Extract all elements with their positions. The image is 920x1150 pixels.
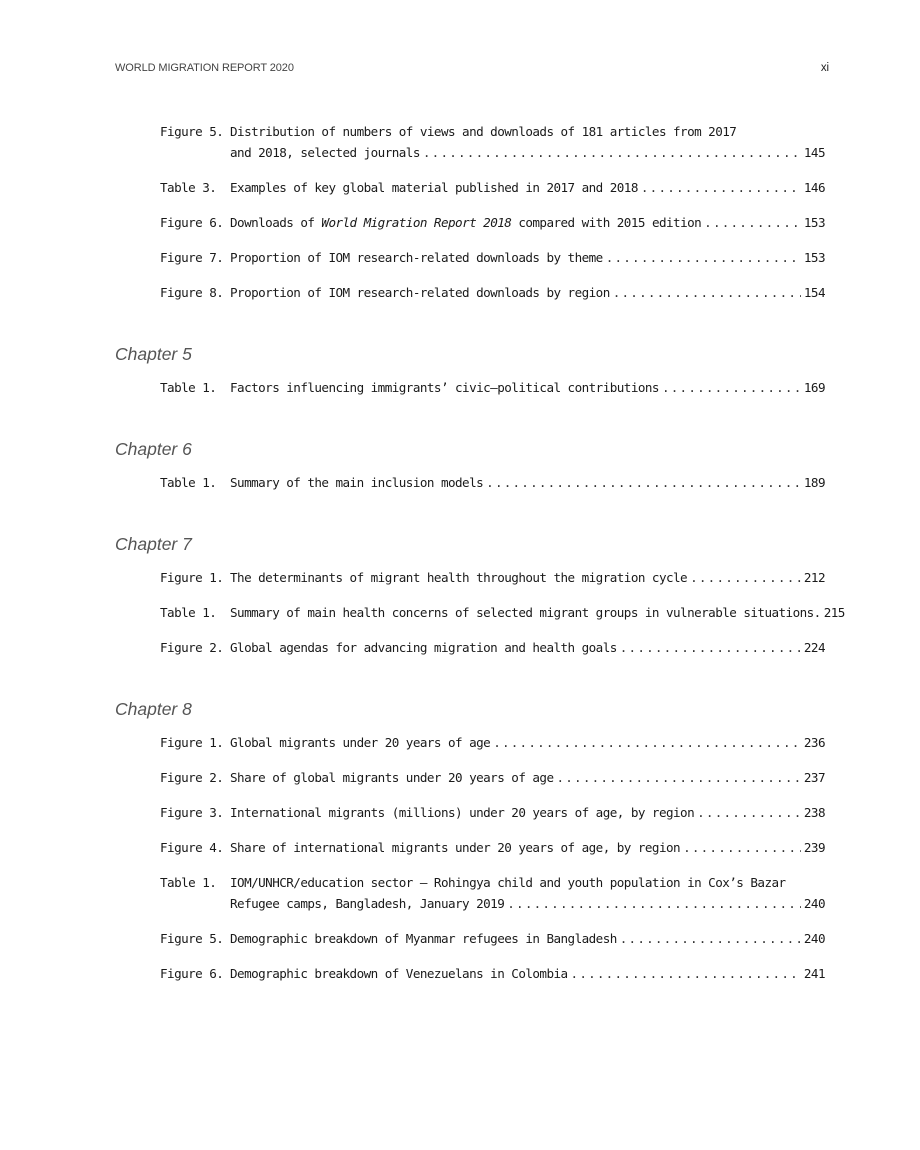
entry-body bbox=[230, 928, 825, 949]
chapter-section bbox=[115, 696, 825, 984]
entry-label: Figure 3. bbox=[160, 805, 224, 820]
entry-title: Demographic breakdown of Myanmar refugees in Bangladesh bbox=[230, 931, 617, 946]
toc-entry[interactable] bbox=[115, 602, 845, 623]
entry-title: Factors influencing immigrants’ civic–political contributions bbox=[230, 380, 659, 395]
entry-page-number: 241 bbox=[803, 966, 825, 981]
entry-title: Global agendas for advancing migration and health goals bbox=[230, 640, 617, 655]
entry-page-number: 146 bbox=[803, 180, 825, 195]
toc-entry[interactable] bbox=[115, 837, 825, 858]
entry-page-number: 145 bbox=[803, 145, 825, 160]
entry-page-number: 240 bbox=[803, 896, 825, 911]
entry-list bbox=[115, 567, 845, 658]
toc-entry[interactable] bbox=[115, 377, 825, 398]
chapter-heading: Chapter 7 bbox=[115, 534, 192, 554]
entry-page-number: 169 bbox=[803, 380, 825, 395]
dot-leader bbox=[690, 567, 801, 588]
entry-title-line bbox=[230, 282, 825, 303]
entry-title-line bbox=[230, 247, 825, 268]
toc-entry[interactable] bbox=[115, 282, 825, 303]
toc-entry[interactable] bbox=[115, 732, 825, 753]
entry-title: Examples of key global material published in 2017 and 2018 bbox=[230, 180, 638, 195]
entry-label: Figure 5. bbox=[160, 931, 224, 946]
dot-leader bbox=[606, 247, 801, 268]
entry-body bbox=[230, 732, 825, 753]
entry-body bbox=[230, 767, 825, 788]
entry-title: Share of international migrants under 20 years of age, by region bbox=[230, 840, 681, 855]
entry-title: International migrants (millions) under 20 years of age, by region bbox=[230, 805, 695, 820]
entry-title-line bbox=[230, 567, 825, 588]
entry-title-line bbox=[230, 928, 825, 949]
entry-title: and 2018, selected journals bbox=[230, 145, 420, 160]
entry-title-line bbox=[230, 963, 825, 984]
entry-page-number: 153 bbox=[803, 215, 825, 230]
entry-title-line-1: Distribution of numbers of views and downloads of 181 articles from 2017 bbox=[230, 124, 737, 139]
entry-label: Table 1. bbox=[160, 875, 217, 890]
entry-page-number: 153 bbox=[803, 250, 825, 265]
entry-page-number: 239 bbox=[803, 840, 825, 855]
entry-body bbox=[230, 872, 825, 914]
chapter-heading: Chapter 6 bbox=[115, 439, 192, 459]
entry-title-italic: World Migration Report 2018 bbox=[321, 215, 512, 230]
toc-entry[interactable] bbox=[115, 872, 825, 914]
entry-title-part: compared with 2015 edition bbox=[511, 215, 702, 230]
entry-title: Refugee camps, Bangladesh, January 2019 bbox=[230, 896, 505, 911]
dot-leader bbox=[493, 732, 801, 753]
entry-title: The determinants of migrant health throughout the migration cycle bbox=[230, 570, 688, 585]
dot-leader bbox=[683, 837, 801, 858]
toc-entry[interactable] bbox=[115, 472, 825, 493]
entry-label: Figure 7. bbox=[160, 250, 224, 265]
entry-title: Summary of the main inclusion models bbox=[230, 475, 484, 490]
entry-list bbox=[115, 732, 825, 984]
entry-page-number: 240 bbox=[803, 931, 825, 946]
dot-leader bbox=[507, 893, 801, 914]
dot-leader bbox=[641, 177, 801, 198]
entry-title: Demographic breakdown of Venezuelans in Colombia bbox=[230, 966, 568, 981]
entry-title-line bbox=[230, 472, 825, 493]
entry-label: Figure 6. bbox=[160, 215, 224, 230]
entry-body bbox=[230, 637, 825, 658]
entry-body bbox=[230, 567, 825, 588]
entry-page-number: 189 bbox=[803, 475, 825, 490]
entry-label: Figure 5. bbox=[160, 124, 224, 139]
entry-title: Proportion of IOM research-related downloads by region bbox=[230, 285, 610, 300]
entry-body bbox=[230, 121, 825, 163]
entry-title-line bbox=[230, 767, 825, 788]
entry-body bbox=[230, 963, 825, 984]
entry-title-line bbox=[230, 212, 825, 233]
toc-entry[interactable] bbox=[115, 637, 825, 658]
entry-title: Proportion of IOM research-related downloads by theme bbox=[230, 250, 603, 265]
entry-body bbox=[230, 282, 825, 303]
toc-entry[interactable] bbox=[115, 247, 825, 268]
chapter-section bbox=[115, 436, 825, 493]
toc-entry[interactable] bbox=[115, 212, 825, 233]
entry-title-line bbox=[230, 732, 825, 753]
dot-leader bbox=[620, 637, 801, 658]
entry-title-line bbox=[230, 177, 825, 198]
entry-body bbox=[230, 837, 825, 858]
running-header bbox=[115, 62, 829, 78]
entry-label: Table 1. bbox=[160, 605, 217, 620]
entry-page-number: 212 bbox=[803, 570, 825, 585]
toc-entry[interactable] bbox=[115, 121, 825, 163]
chapter-heading: Chapter 8 bbox=[115, 699, 192, 719]
entry-page-number: 237 bbox=[803, 770, 825, 785]
entry-label: Table 1. bbox=[160, 475, 217, 490]
dot-leader bbox=[662, 377, 801, 398]
dot-leader bbox=[620, 928, 801, 949]
entry-list bbox=[115, 472, 825, 493]
chapter-heading: Chapter 5 bbox=[115, 344, 192, 364]
toc-entry[interactable] bbox=[115, 963, 825, 984]
entry-title-part: Downloads of bbox=[230, 215, 322, 230]
entry-title-line bbox=[230, 637, 825, 658]
entry-title-line-2 bbox=[230, 142, 825, 163]
entry-title-line bbox=[230, 377, 825, 398]
list-of-figures-and-tables bbox=[115, 121, 845, 984]
entry-label: Figure 2. bbox=[160, 640, 224, 655]
entry-body bbox=[230, 177, 825, 198]
toc-entry[interactable] bbox=[115, 767, 825, 788]
entry-title: Global migrants under 20 years of age bbox=[230, 735, 491, 750]
running-title: WORLD MIGRATION REPORT 2020 bbox=[115, 62, 294, 74]
entry-page-number: 224 bbox=[803, 640, 825, 655]
entry-label: Figure 4. bbox=[160, 840, 224, 855]
entry-body bbox=[230, 602, 845, 623]
page-number: xi bbox=[820, 62, 829, 74]
entry-title-line bbox=[230, 837, 825, 858]
entry-body bbox=[230, 212, 825, 233]
entry-label: Figure 8. bbox=[160, 285, 224, 300]
entry-page-number: 215 bbox=[823, 605, 845, 620]
entry-page-number: 238 bbox=[803, 805, 825, 820]
entry-page-number: 236 bbox=[803, 735, 825, 750]
entry-title-line-1: IOM/UNHCR/education sector – Rohingya child and youth population in Cox’s Bazar bbox=[230, 875, 786, 890]
entry-page-number: 154 bbox=[803, 285, 825, 300]
toc-entry[interactable] bbox=[115, 177, 825, 198]
entry-body bbox=[230, 377, 825, 398]
entry-label: Figure 6. bbox=[160, 966, 224, 981]
lead-entry-list bbox=[115, 121, 825, 303]
entry-body bbox=[230, 247, 825, 268]
dot-leader bbox=[486, 472, 801, 493]
toc-entry[interactable] bbox=[115, 567, 825, 588]
entry-title: Summary of main health concerns of selected migrant groups in vulnerable situations. bbox=[230, 605, 821, 620]
entry-title-line bbox=[230, 602, 845, 623]
dot-leader bbox=[697, 802, 801, 823]
dot-leader bbox=[704, 212, 801, 233]
entry-label: Figure 1. bbox=[160, 735, 224, 750]
entry-label: Table 3. bbox=[160, 180, 217, 195]
entry-body bbox=[230, 472, 825, 493]
chapter-section bbox=[115, 531, 845, 658]
entry-title bbox=[230, 212, 701, 233]
entry-body bbox=[230, 802, 825, 823]
dot-leader bbox=[423, 142, 801, 163]
entry-label: Figure 1. bbox=[160, 570, 224, 585]
chapter-section bbox=[115, 341, 825, 398]
toc-entry[interactable] bbox=[115, 928, 825, 949]
toc-entry[interactable] bbox=[115, 802, 825, 823]
entry-title-line-2 bbox=[230, 893, 825, 914]
dot-leader bbox=[556, 767, 800, 788]
entry-title: Share of global migrants under 20 years of age bbox=[230, 770, 554, 785]
entry-label: Table 1. bbox=[160, 380, 217, 395]
entry-label: Figure 2. bbox=[160, 770, 224, 785]
entry-list bbox=[115, 377, 825, 398]
dot-leader bbox=[571, 963, 801, 984]
dot-leader bbox=[613, 282, 801, 303]
entry-title-line bbox=[230, 802, 825, 823]
